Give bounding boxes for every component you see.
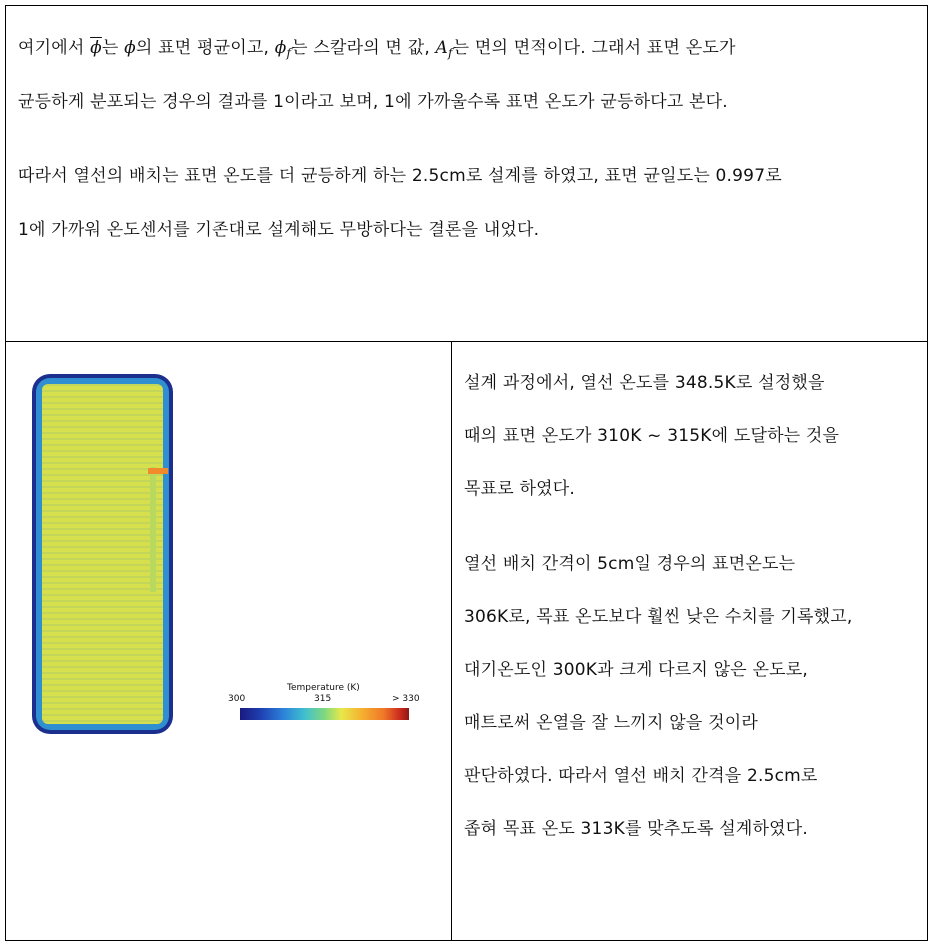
paragraph-line-3: 따라서 열선의 배치는 표면 온도를 더 균등하게 하는 2.5cm로 설계를 하였고, 표면 균일도는 0.997로 [18,166,782,186]
phi-symbol: ϕ [124,38,136,58]
design-line-4: 열선 배치 간격이 5cm일 경우의 표면온도는 [464,554,796,574]
area-f-symbol: A [435,38,449,58]
wire-entry-point [148,468,168,474]
phi-bar-symbol: $\overline{\phi}$ [90,38,102,58]
paragraph-line-1: 여기에서 $\overline{\phi}$는 ϕ의 표면 평균이고, $\phi_f$는 스칼라의 면 값, $A_f$는 면의 면적이다. 그래서 표면 온도가 [18,38,736,60]
legend-color-bar [240,708,409,720]
phi-f-symbol: ϕ [274,38,287,58]
legend-min-label: 300 [228,694,246,704]
legend-title: Temperature (K) [287,683,360,693]
paragraph-line-2: 균등하게 분포되는 경우의 결과를 1이라고 보며, 1에 가까울수록 표면 온도가 균등하다고 본다. [18,92,728,112]
temperature-simulation-image [30,372,175,736]
design-line-9: 좁혀 목표 온도 313K를 맞추도록 설계하였다. [464,819,808,839]
legend-max-label: > 330 [392,694,420,704]
design-line-2: 때의 표면 온도가 310K ~ 315K에 도달하는 것을 [464,426,840,446]
design-line-6: 대기온도인 300K과 크게 다르지 않은 온도로, [464,660,808,680]
heating-wire-channel [150,467,156,592]
design-line-8: 판단하였다. 따라서 열선 배치 간격을 2.5cm로 [464,766,818,786]
design-line-3: 목표로 하였다. [464,479,575,499]
design-line-5: 306K로, 목표 온도보다 훨씬 낮은 수치를 기록했고, [464,607,853,627]
design-line-1: 설계 과정에서, 열선 온도를 348.5K로 설정했을 [464,373,825,393]
mat-heated-surface [42,384,163,724]
legend-mid-label: 315 [314,694,332,704]
design-line-7: 매트로써 온열을 잘 느끼지 않을 것이라 [464,713,758,733]
paragraph-line-4: 1에 가까워 온도센서를 기존대로 설계해도 무방하다는 결론을 내었다. [18,220,540,240]
